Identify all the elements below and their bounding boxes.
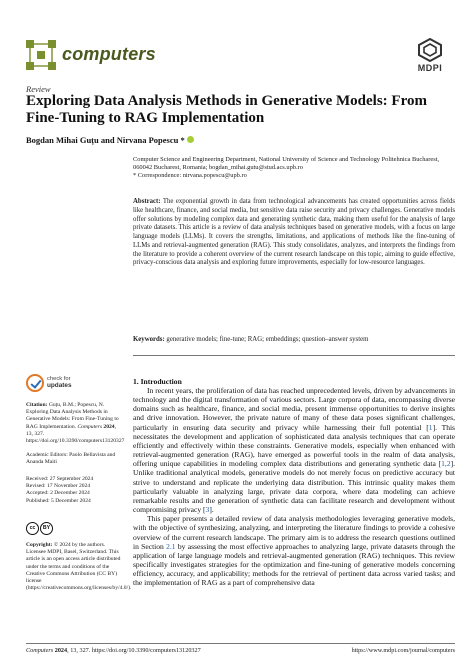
affiliations bbox=[133, 156, 453, 180]
abstract bbox=[133, 198, 455, 268]
publisher-logo[interactable] bbox=[412, 38, 448, 73]
article-type: Review bbox=[26, 84, 51, 94]
citation-year: 2024 bbox=[103, 423, 115, 430]
academic-editors: Academic Editors: Paolo Bellavista and Ananda Maiti bbox=[26, 452, 116, 466]
footer-year: 2024 bbox=[54, 647, 68, 654]
copyright-block bbox=[26, 542, 132, 592]
publisher-name: MDPI bbox=[417, 63, 443, 73]
citation-journal: Computers bbox=[77, 423, 102, 430]
journal-logo-icon bbox=[26, 40, 56, 70]
footer-doi[interactable]: , 13, 327. https://doi.org/10.3390/computers13120327 bbox=[67, 647, 201, 654]
citation-doi[interactable]: , 13, 327. https://doi.org/10.3390/computers13120327 bbox=[26, 423, 125, 445]
date-accepted: Accepted: 2 December 2024 bbox=[26, 490, 90, 497]
citation-text: Guțu, B.M.; Popescu, N. Exploring Data Analysis Methods in Generative Models: From Fine-Tuning to RAG Implementation. bbox=[26, 402, 119, 430]
copyright-label: Copyright: bbox=[26, 542, 53, 548]
citation-block bbox=[26, 402, 125, 445]
citation-label: Citation: bbox=[26, 402, 48, 408]
keywords-label: Keywords: bbox=[133, 336, 165, 343]
paragraph: In recent years, the proliferation of data has reached unprecedented levels, driven by advancements in technology and the digital transformation of various sectors. Large corpora of data, encompassing diverse domains such as healthcare, finance, and social media, present immense opportunities to derive insights and drive innovation. However, the private nature of many of these data poses significant challenges, particularly in ensuring data security and privacy while harnessing their full potential [1]. This necessitates the development and application of sophisticated data analysis techniques that can operate efficiently and effectively within these constraints. Generative models, especially when enhanced with retrieval-augmented generation (RAG), have emerged as powerful tools in the realm of data analysis, offering unique capabilities in modeling complex data distributions and generating synthetic data [1,2]. Unlike traditional analytical models, generative models do not merely focus on predictive accuracy but strive to understand and replicate the underlying data distribution. This intrinsic quality makes them particularly valuable in analyzing large, private data corpora, where data modeling can achieve remarkable results and the generation of synthetic data can facilitate research and development without compromising privacy [3]. bbox=[133, 386, 455, 515]
date-revised: Revised: 17 November 2024 bbox=[26, 483, 91, 490]
keywords-text: generative models; fine-tune; RAG; embeddings; question–answer system bbox=[166, 336, 369, 343]
paragraph: This paper presents a detailed review of data analysis methodologies leveraging generative models, with the objective of synthesizing, analyzing, and interpreting the literature findings to provide a cohesive overview of the current research landscape. The primary aim is to address the research questions outlined in Section 2.1 by assessing the most effective approaches to analyzing large, private datasets through the application of large language models and retrieval-augmented generation (RAG) techniques. This review specifically investigates strategies for the optimization and fine-tuning of generative models concerning efficiency, accuracy, and applicability; methods for the retrieval of pertinent data across varied tasks; and the implementation of RAG as a part of comprehensive data bbox=[133, 514, 455, 588]
orcid-icon[interactable] bbox=[187, 136, 194, 143]
journal-name[interactable]: computers bbox=[62, 44, 156, 64]
keywords bbox=[133, 336, 455, 345]
reference-link[interactable]: 3 bbox=[205, 505, 210, 515]
authors bbox=[26, 135, 194, 145]
footer-citation bbox=[26, 647, 201, 654]
cc-icon: cc bbox=[26, 522, 39, 535]
dates-block bbox=[26, 476, 121, 505]
reference-link[interactable]: 1 bbox=[428, 422, 433, 432]
section-divider bbox=[133, 355, 455, 356]
affiliation-1: Computer Science and Engineering Department, National University of Science and Technology Politehnica Bucharest, 060042 Bucharest, Romania; bogdan_mihai.gutu@stud.acs.upb.ro bbox=[133, 156, 440, 172]
date-received: Received: 27 September 2024 bbox=[26, 476, 94, 482]
by-icon: BY bbox=[40, 522, 53, 535]
author-names: Bogdan Mihai Guțu and Nirvana Popescu * bbox=[26, 135, 185, 145]
section-heading: 1. Introduction bbox=[133, 377, 182, 386]
date-published: Published: 5 December 2024 bbox=[26, 497, 91, 504]
check-updates-icon bbox=[26, 374, 44, 392]
introduction-body bbox=[133, 386, 455, 587]
copyright-text: © 2024 by the authors. Licensee MDPI, Basel, Switzerland. This article is an open access article distributed under the terms and conditions of the Creative Commons Attribution (CC BY) license (https://creativecommons.org/licenses/by/4.0/). bbox=[26, 542, 132, 592]
footer-journal: Computers bbox=[26, 647, 54, 654]
check-for-updates-button[interactable] bbox=[26, 373, 86, 395]
paper-title: Exploring Data Analysis Methods in Generative Models: From Fine-Tuning to RAG Implementation bbox=[26, 93, 427, 126]
check-updates-label: check for updates bbox=[47, 376, 72, 389]
footer-rule bbox=[26, 643, 455, 644]
reference-link[interactable]: 1,2 bbox=[441, 459, 451, 469]
mdpi-icon bbox=[417, 38, 443, 62]
abstract-label: Abstract: bbox=[133, 198, 161, 205]
abstract-text: The exponential growth in data from technological advancements has created opportunities across fields like healthcare, finance, and social media, but sensitive data raise security and privacy challenges. Generative models offer solutions by modeling complex data and generating synthetic data, making them useful for the analysis of large private datasets. This article is a review of data analysis techniques based on generative models, with a focus on large language models (LLMs). It covers the strengths, limitations, and applications of methods like the fine-tuning of LLMs and retrieval-augmented generation (RAG). This study consolidates, analyzes, and interprets the findings from the literature to provide a coherent overview of the current research landscape on this topic, aiming to guide effective, privacy-conscious data analysis and exploring future improvements, especially for low-resource languages. bbox=[133, 198, 455, 267]
cc-license-badge[interactable] bbox=[26, 522, 54, 535]
footer-journal-url[interactable]: https://www.mdpi.com/journal/computers bbox=[351, 647, 455, 654]
section-link[interactable]: 2.1 bbox=[166, 541, 176, 551]
correspondence: * Correspondence: nirvana.popescu@upb.ro bbox=[133, 172, 247, 180]
